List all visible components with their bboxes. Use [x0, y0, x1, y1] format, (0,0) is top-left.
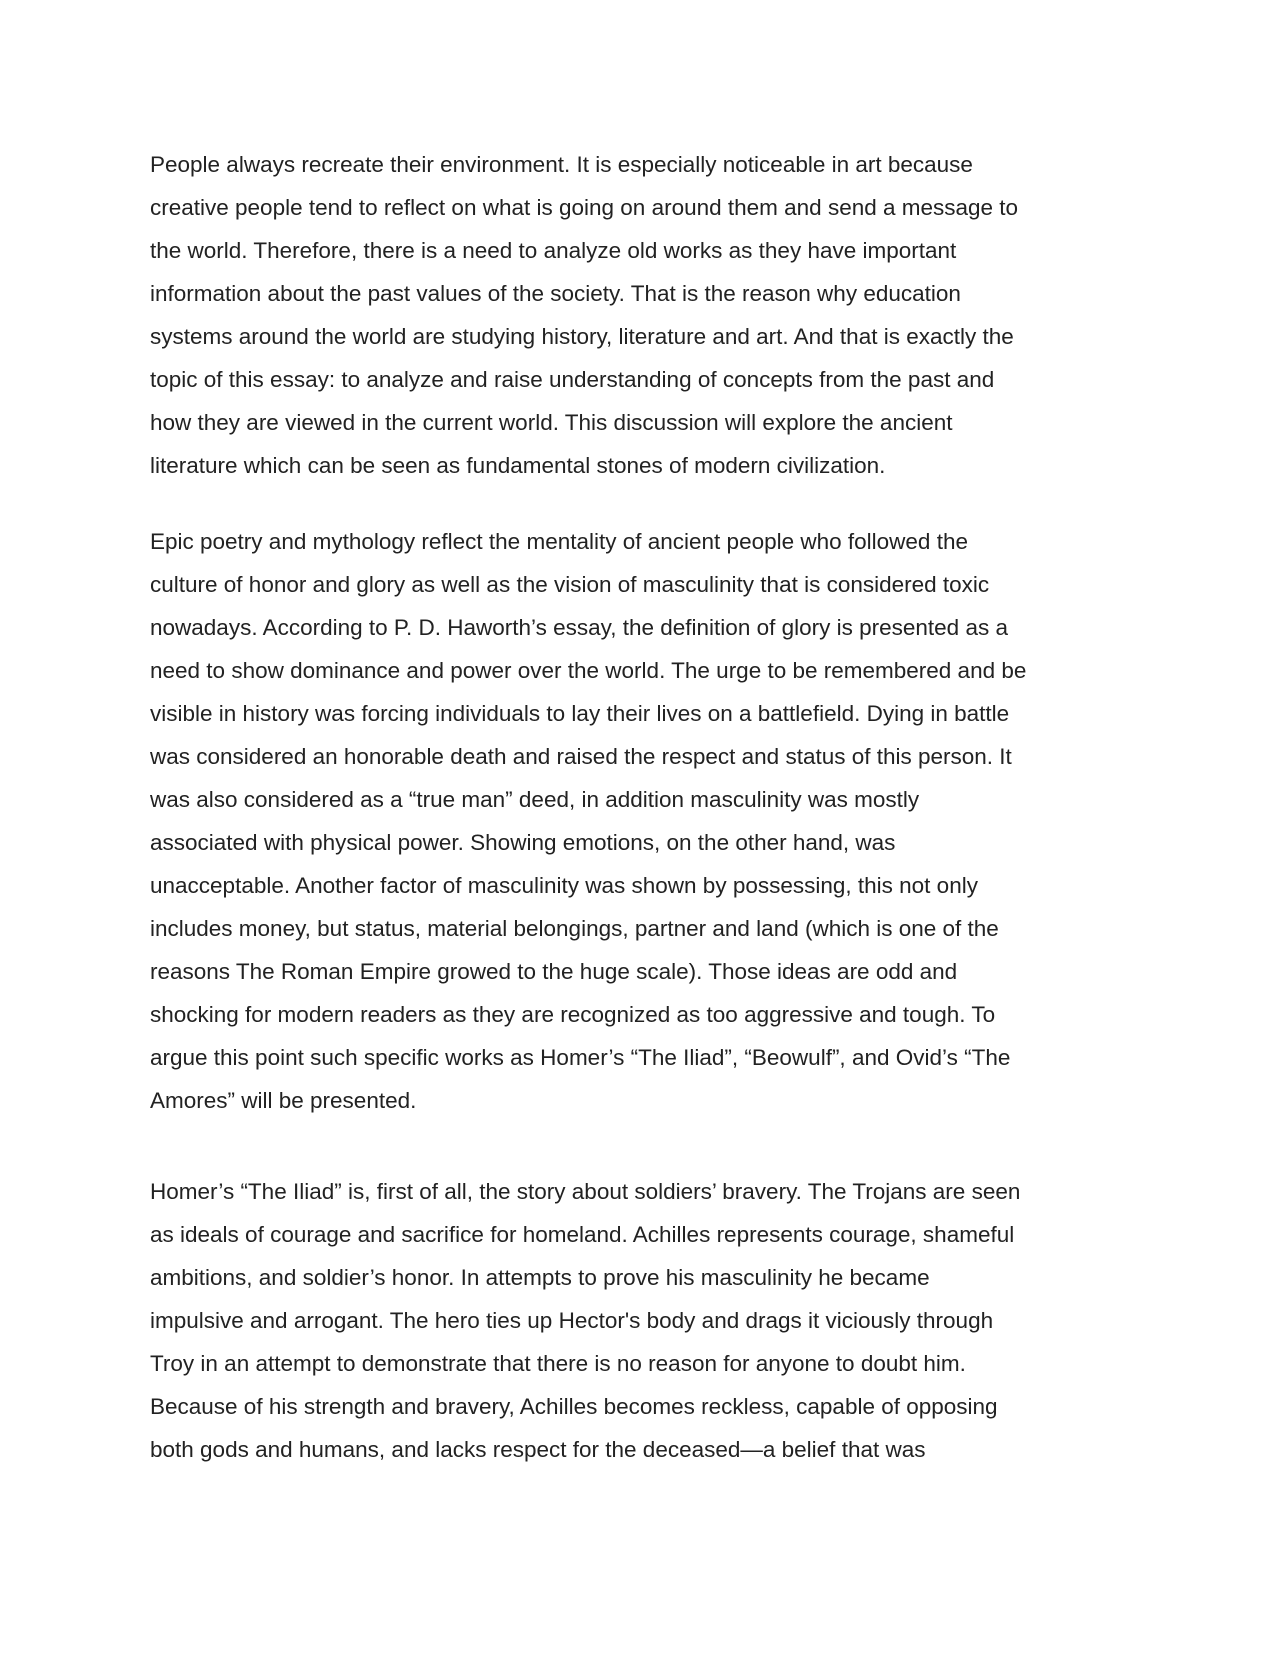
paragraph-line: includes money, but status, material belongings, partner and land (which is one of the — [150, 916, 999, 941]
paragraph-line: ambitions, and soldier’s honor. In attempts to prove his masculinity he became — [150, 1265, 930, 1290]
paragraph-line: Homer’s “The Iliad” is, first of all, the story about soldiers’ bravery. The Trojans are seen — [150, 1179, 1021, 1204]
paragraph-line: systems around the world are studying history, literature and art. And that is exactly the — [150, 324, 1014, 349]
paragraph-line: visible in history was forcing individuals to lay their lives on a battlefield. Dying in battle — [150, 701, 1010, 726]
paragraph-line: literature which can be seen as fundamental stones of modern civilization. — [150, 453, 886, 478]
paragraph-line: Troy in an attempt to demonstrate that there is no reason for anyone to doubt him. — [150, 1351, 966, 1376]
paragraph-line: topic of this essay: to analyze and raise understanding of concepts from the past and — [150, 367, 995, 392]
paragraph-line: Epic poetry and mythology reflect the mentality of ancient people who followed the — [150, 529, 968, 554]
paragraph-line: associated with physical power. Showing emotions, on the other hand, was — [150, 830, 896, 855]
paragraph-line: how they are viewed in the current world. This discussion will explore the ancient — [150, 410, 953, 435]
paragraph-line: need to show dominance and power over the world. The urge to be remembered and be — [150, 658, 1027, 683]
paragraph-2 — [150, 520, 1130, 1122]
paragraph-line: was considered an honorable death and raised the respect and status of this person. It — [150, 744, 1012, 769]
paragraph-line: reasons The Roman Empire growed to the huge scale). Those ideas are odd and — [150, 959, 958, 984]
paragraph-line: impulsive and arrogant. The hero ties up Hector's body and drags it viciously through — [150, 1308, 994, 1333]
paragraph-line: was also considered as a “true man” deed, in addition masculinity was mostly — [150, 787, 920, 812]
paragraph-line: both gods and humans, and lacks respect for the deceased—a belief that was — [150, 1437, 926, 1462]
paragraph-line: shocking for modern readers as they are recognized as too aggressive and tough. To — [150, 1002, 996, 1027]
paragraph-line: as ideals of courage and sacrifice for homeland. Achilles represents courage, shameful — [150, 1222, 1015, 1247]
paragraph-1 — [150, 143, 1130, 487]
paragraph-line: culture of honor and glory as well as the vision of masculinity that is considered toxic — [150, 572, 990, 597]
paragraph-3 — [150, 1170, 1130, 1471]
paragraph-line: argue this point such specific works as Homer’s “The Iliad”, “Beowulf”, and Ovid’s “The — [150, 1045, 1011, 1070]
paragraph-line: the world. Therefore, there is a need to analyze old works as they have important — [150, 238, 957, 263]
paragraph-line: Because of his strength and bravery, Achilles becomes reckless, capable of opposing — [150, 1394, 998, 1419]
paragraph-line: nowadays. According to P. D. Haworth’s essay, the definition of glory is presented as a — [150, 615, 1008, 640]
paragraph-line: creative people tend to reflect on what is going on around them and send a message to — [150, 195, 1019, 220]
paragraph-line: unacceptable. Another factor of masculinity was shown by possessing, this not only — [150, 873, 978, 898]
paragraph-line: People always recreate their environment. It is especially noticeable in art because — [150, 152, 973, 177]
paragraph-line: information about the past values of the society. That is the reason why education — [150, 281, 961, 306]
paragraph-line: Amores” will be presented. — [150, 1088, 417, 1113]
